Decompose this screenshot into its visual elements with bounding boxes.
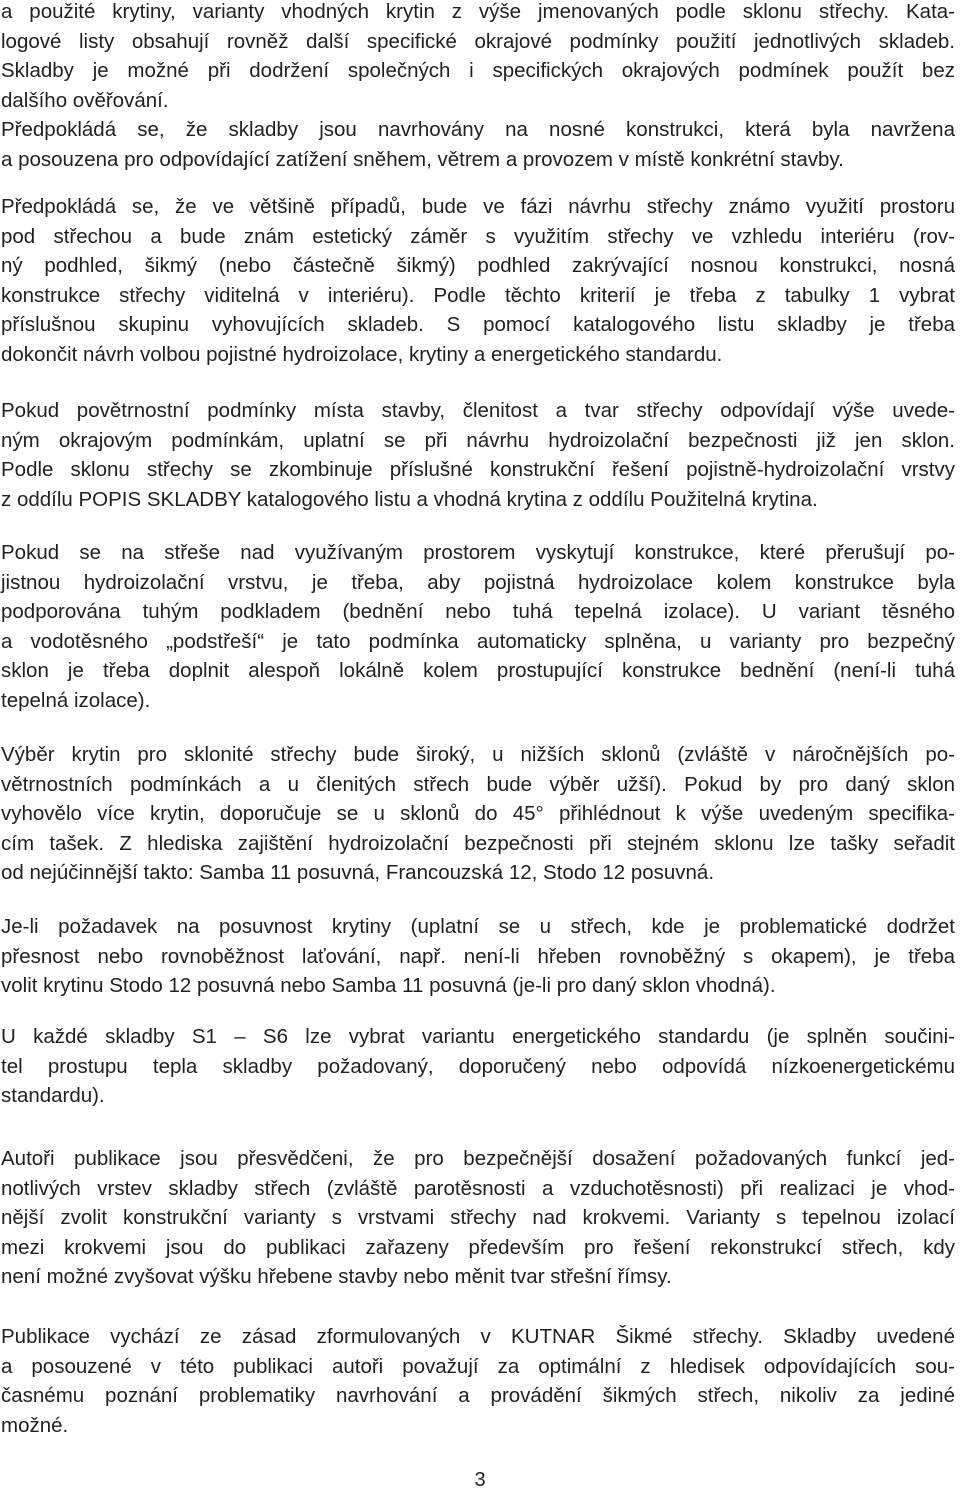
text-line: Skladby je možné při dodržení společných i specifických okrajových podmínek použít bez	[1, 59, 955, 82]
text-line: Publikace vychází ze zásad zformulovaných v KUTNAR Šikmé střechy. Skladby uvedené	[1, 1325, 955, 1348]
paragraph	[1, 192, 955, 369]
text-line: vyhovělo více krytin, doporučuje se u sklonů do 45° přihlédnout k výše uvedeným specifika-	[1, 802, 955, 825]
text-line: možné.	[1, 1413, 69, 1437]
text-line: a posouzena pro odpovídající zatížení sněhem, větrem a provozem v místě konkrétní stavby.	[1, 147, 844, 171]
text-line: není možné zvyšovat výšku hřebene stavby nebo měnit tvar střešní římsy.	[1, 1265, 672, 1288]
text-line: a použité krytiny, varianty vhodných krytin z výše jmenovaných podle sklonu střechy. Kata-	[1, 0, 955, 23]
text-line: Autoři publikace jsou přesvědčeni, že pro bezpečnější dosažení požadovaných funkcí jed-	[1, 1147, 955, 1170]
text-line: dalšího ověřování.	[1, 88, 169, 112]
page-number: 3	[474, 1469, 486, 1491]
text-line: Pokud se na střeše nad využívaným prostorem vyskytují konstrukce, které přerušují po-	[1, 541, 955, 564]
text-line: nější zvolit konstrukční varianty s vrstvami střechy nad krokvemi. Varianty s tepelnou izolací	[1, 1206, 955, 1229]
text-line: Podle sklonu střechy se zkombinuje příslušné konstrukční řešení pojistně-hydroizolační vrstvy	[1, 458, 955, 481]
text-line: ným okrajovým podmínkám, uplatní se při návrhu hydroizolační bezpečnosti již jen sklon.	[1, 428, 955, 452]
text-line: cím tašek. Z hlediska zajištění hydroizolační bezpečnosti při stejném sklonu lze tašky seřadit	[1, 831, 955, 855]
text-line: notlivých vrstev skladby střech (zvláště parotěsnosti a vzduchotěsnosti) při realizaci je vhod-	[1, 1176, 955, 1200]
text-line: mezi krokvemi jsou do publikaci zařazeny především pro řešení rekonstrukcí střech, kdy	[1, 1235, 955, 1259]
paragraph	[1, 912, 955, 1001]
text-line: jistnou hydroizolační vrstvu, je třeba, aby pojistná hydroizolace kolem konstrukce byla	[1, 570, 955, 594]
text-line: dokončit návrh volbou pojistné hydroizolace, krytiny a energetického standardu.	[1, 342, 723, 366]
text-line: Předpokládá se, že ve většině případů, bude ve fázi návrhu střechy známo využití prostoru	[1, 195, 955, 218]
paragraph	[1, 740, 955, 888]
paragraph	[1, 1022, 955, 1111]
text-line: Pokud povětrnostní podmínky místa stavby, členitost a tvar střechy odpovídají výše uvede-	[1, 399, 955, 422]
text-line: podporována tuhým podkladem (bednění nebo tuhá tepelná izolace). U variant těsného	[1, 600, 955, 623]
text-line: a posouzené v této publikaci autoři považují za optimální z hledisek odpovídajících sou-	[1, 1354, 955, 1378]
paragraph	[1, 1144, 955, 1292]
text-line: od nejúčinnější takto: Samba 11 posuvná, Francouzská 12, Stodo 12 posuvná.	[1, 861, 715, 884]
text-line: konstrukce střechy viditelná v interiéru). Podle těchto kriterií je třeba z tabulky 1 vybrat	[1, 283, 955, 307]
paragraph	[1, 115, 955, 174]
text-line: z oddílu POPIS SKLADBY katalogového listu a vhodná krytina z oddílu Použitelná krytina.	[1, 487, 818, 511]
text-line: časnému poznání problematiky navrhování a provádění šikmých střech, nikoliv za jediné	[1, 1384, 955, 1407]
text-line: přesnost nebo rovnoběžnost laťování, např. není-li hřeben rovnoběžný s okapem), je třeba	[1, 944, 955, 968]
text-line: Je-li požadavek na posuvnost krytiny (uplatní se u střech, kde je problematické dodržet	[1, 915, 955, 938]
paragraph	[1, 0, 955, 115]
text-line: větrnostních podmínkách a u členitých střech bude výběr užší). Pokud by pro daný sklon	[1, 772, 955, 796]
text-line: ný podhled, šikmý (nebo částečně šikmý) podhled zakrývající nosnou konstrukci, nosná	[1, 254, 955, 277]
text-line: Výběr krytin pro sklonité střechy bude široký, u nižších sklonů (zvláště v náročnějších po-	[1, 743, 955, 766]
text-line: Předpokládá se, že skladby jsou navrhovány na nosné konstrukci, která byla navržena	[1, 118, 955, 141]
paragraph	[1, 538, 955, 715]
paragraph	[1, 1322, 955, 1440]
text-line: tel prostupu tepla skladby požadovaný, doporučený nebo odpovídá nízkoenergetickému	[1, 1054, 955, 1078]
text-line: pod střechou a bude znám estetický záměr s využitím střechy ve vzhledu interiéru (rov-	[1, 224, 955, 248]
text-line: sklon je třeba doplnit alespoň lokálně kolem prostupující konstrukce bednění (není-li tuhá	[1, 659, 955, 682]
text-line: U každé skladby S1 – S6 lze vybrat variantu energetického standardu (je splněn součini-	[1, 1025, 955, 1048]
text-line: příslušnou skupinu vyhovujících skladeb. S pomocí katalogového listu skladby je třeba	[1, 313, 955, 336]
text-line: tepelná izolace).	[1, 688, 151, 712]
text-line: volit krytinu Stodo 12 posuvná nebo Samba 11 posuvná (je-li pro daný sklon vhodná).	[1, 974, 776, 997]
text-line: standardu).	[1, 1084, 105, 1107]
text-line: a vodotěsného „podstřeší“ je tato podmínka automaticky splněna, u varianty pro bezpečný	[1, 629, 955, 653]
text-line: logové listy obsahují rovněž další specifické okrajové podmínky použití jednotlivých skladeb.	[1, 29, 955, 53]
paragraph	[1, 396, 955, 514]
